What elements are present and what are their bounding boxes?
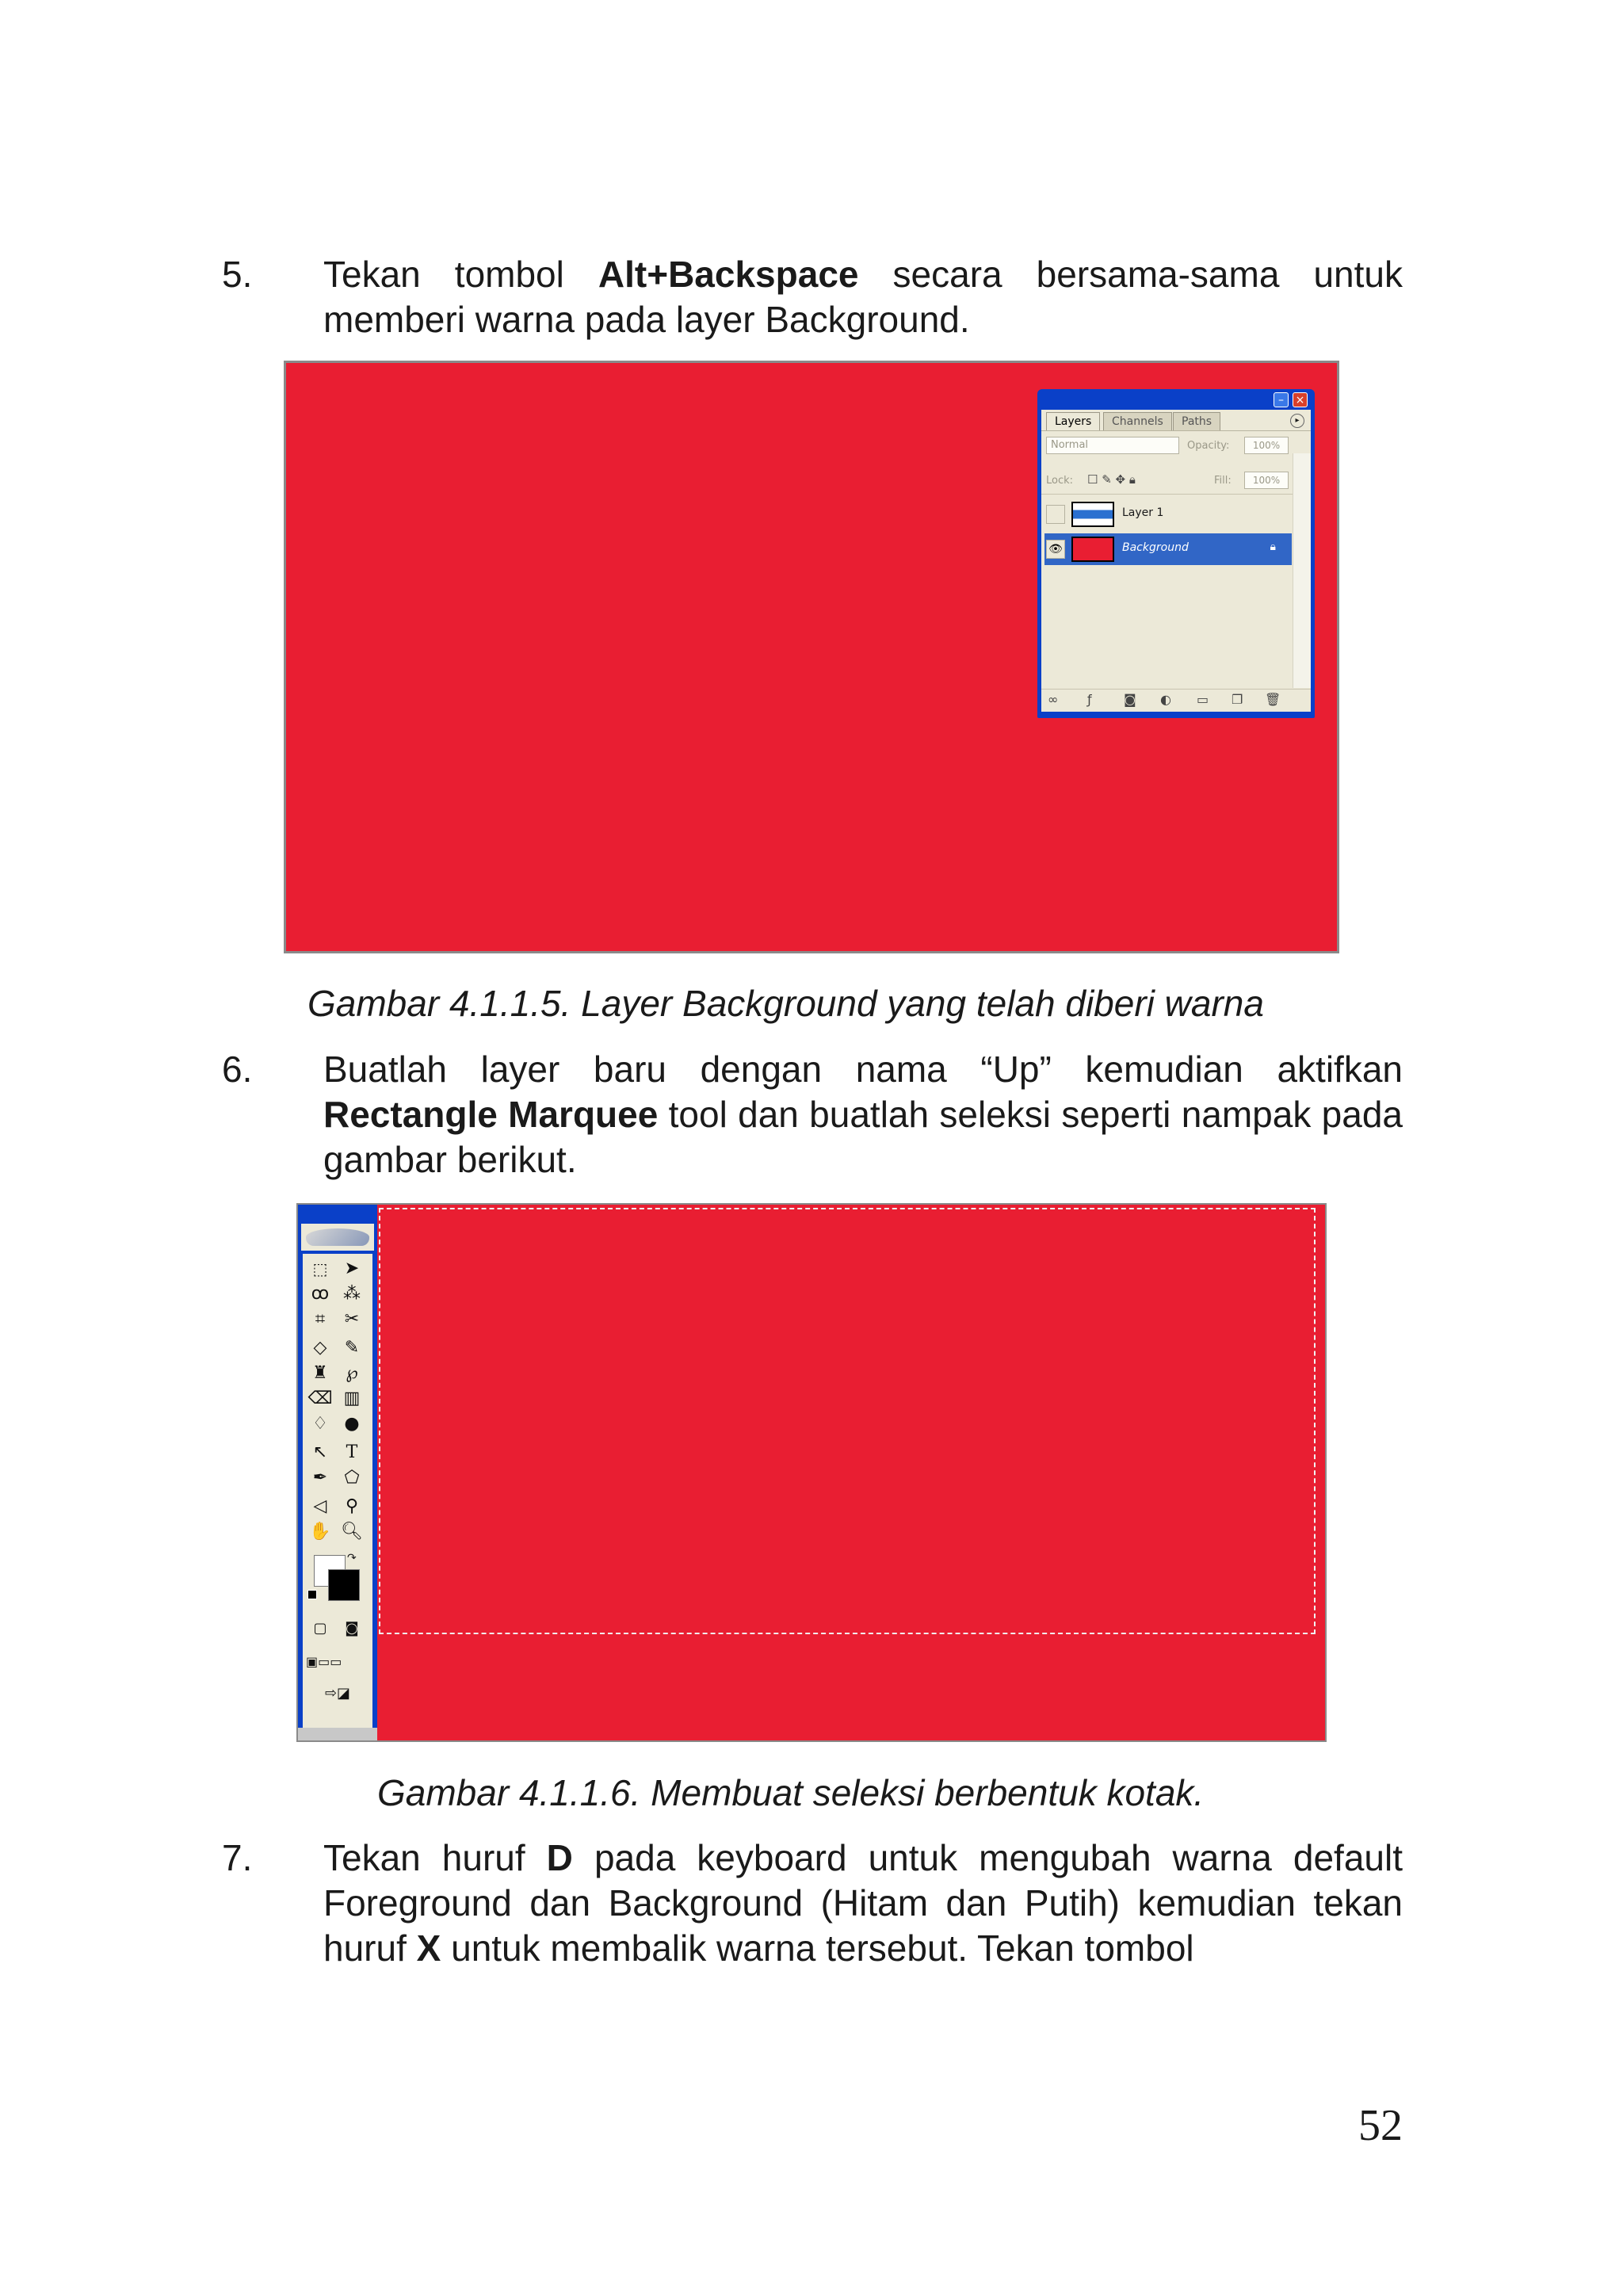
step-6 bbox=[222, 1047, 1403, 1182]
eraser-icon[interactable]: ⌫ bbox=[307, 1389, 333, 1408]
layer-row-background[interactable] bbox=[1044, 533, 1292, 565]
step-number: 5. bbox=[222, 254, 253, 295]
blur-icon[interactable]: ♢ bbox=[312, 1414, 328, 1434]
layer-style-icon[interactable]: ƒ bbox=[1087, 692, 1092, 707]
panel-titlebar bbox=[1041, 389, 1311, 410]
step-number: 6. bbox=[222, 1049, 253, 1090]
panel-scrollbar[interactable] bbox=[1293, 453, 1311, 688]
blend-row bbox=[1046, 434, 1306, 456]
step-text: Tekan tombol Alt+Backspace secara bersama-sama untuk memberi warna pada layer Background. bbox=[323, 254, 1403, 340]
folder-icon[interactable]: ▭ bbox=[1197, 692, 1209, 707]
key-x: X bbox=[416, 1927, 441, 1969]
step-5 bbox=[222, 252, 1403, 342]
page-number: 52 bbox=[1358, 2101, 1403, 2150]
eye-icon[interactable]: 👁︎ bbox=[1046, 540, 1065, 559]
panel-menu-icon[interactable]: ▸ bbox=[1290, 414, 1304, 428]
stamp-icon[interactable]: ♜ bbox=[312, 1363, 328, 1383]
crop-icon[interactable]: ⌗ bbox=[315, 1309, 326, 1329]
layer-name: Background bbox=[1122, 541, 1189, 554]
visibility-toggle[interactable] bbox=[1046, 505, 1065, 524]
lock-row bbox=[1046, 468, 1306, 491]
figure-background-colored bbox=[284, 361, 1339, 953]
mask-icon[interactable]: ◙ bbox=[1124, 692, 1136, 707]
marquee-icon[interactable]: ⬚ bbox=[312, 1259, 328, 1278]
toolbox-header bbox=[301, 1224, 374, 1251]
trash-icon[interactable]: 🗑︎ bbox=[1265, 692, 1281, 707]
default-colors-icon[interactable] bbox=[307, 1590, 317, 1599]
key-combo: Alt+Backspace bbox=[598, 254, 859, 295]
panel-tabs bbox=[1041, 410, 1311, 431]
lock-icons[interactable]: ☐ ✎ ✥ 🔒︎ bbox=[1087, 472, 1136, 487]
dodge-icon[interactable]: ● bbox=[344, 1414, 360, 1434]
quick-mask-icon[interactable]: ◙ bbox=[345, 1620, 359, 1637]
layer-thumbnail bbox=[1071, 502, 1114, 527]
toolbox-footer bbox=[298, 1728, 377, 1740]
layers-panel bbox=[1037, 389, 1315, 718]
step-text: Buatlah layer baru dengan nama “Up” kemudian aktifkan Rectangle Marquee tool dan buatlah seleksi seperti nampak pada gambar berikut. bbox=[323, 1049, 1403, 1180]
fill-label: Fill: bbox=[1214, 475, 1232, 487]
toolbox-tools bbox=[303, 1254, 372, 1739]
shape-icon[interactable]: ⬠ bbox=[344, 1468, 360, 1488]
lock-icon: 🔒︎ bbox=[1270, 541, 1276, 553]
eyedropper-icon[interactable]: ⚲ bbox=[345, 1496, 359, 1516]
adjustment-icon[interactable]: ◐ bbox=[1160, 692, 1171, 707]
opacity-label: Opacity: bbox=[1187, 440, 1230, 452]
lasso-icon[interactable]: ꝏ bbox=[311, 1284, 330, 1304]
lock-label: Lock: bbox=[1046, 475, 1074, 487]
rectangle-selection[interactable] bbox=[379, 1208, 1316, 1634]
magic-wand-icon[interactable]: ⁂ bbox=[343, 1284, 361, 1304]
gradient-icon[interactable]: ▥ bbox=[343, 1389, 361, 1408]
divider bbox=[1041, 494, 1311, 495]
tool-name: Rectangle Marquee bbox=[323, 1094, 659, 1135]
pen-icon[interactable]: ✒ bbox=[312, 1468, 328, 1488]
swap-colors-icon[interactable]: ↷ bbox=[347, 1552, 357, 1564]
step-7 bbox=[222, 1836, 1403, 1971]
step-number: 7. bbox=[222, 1837, 253, 1878]
tab-layers[interactable]: Layers bbox=[1046, 412, 1100, 430]
hand-icon[interactable]: ✋ bbox=[309, 1522, 331, 1541]
figure-caption: Gambar 4.1.1.5. Layer Background yang telah diberi warna bbox=[307, 983, 1264, 1024]
key-d: D bbox=[546, 1837, 573, 1878]
link-icon[interactable]: ∞ bbox=[1048, 692, 1059, 707]
screen-mode-icon[interactable]: ▣▭▭ bbox=[306, 1654, 342, 1669]
close-icon[interactable]: × bbox=[1293, 392, 1308, 407]
figure-caption: Gambar 4.1.1.6. Membuat seleksi berbentuk kotak. bbox=[377, 1772, 1205, 1813]
move-icon[interactable]: ➤ bbox=[344, 1259, 360, 1278]
tab-paths[interactable]: Paths bbox=[1173, 412, 1220, 430]
standard-mode-icon[interactable]: ▢ bbox=[313, 1620, 327, 1637]
background-color-swatch[interactable] bbox=[328, 1569, 360, 1601]
figure-rectangle-selection bbox=[296, 1203, 1327, 1742]
panel-body bbox=[1041, 410, 1311, 712]
tab-channels[interactable]: Channels bbox=[1103, 412, 1172, 430]
layer-thumbnail bbox=[1071, 537, 1114, 562]
minimize-icon[interactable]: – bbox=[1274, 392, 1289, 407]
type-icon[interactable]: T bbox=[346, 1442, 358, 1462]
opacity-field[interactable]: 100% bbox=[1244, 437, 1289, 454]
layer-row-layer-1[interactable] bbox=[1044, 499, 1292, 530]
blend-mode-select[interactable]: Normal bbox=[1046, 437, 1179, 454]
slice-icon[interactable]: ✂ bbox=[344, 1309, 360, 1329]
jump-to-imageready-icon[interactable]: ⇨◪ bbox=[324, 1685, 351, 1702]
fill-field[interactable]: 100% bbox=[1244, 472, 1289, 489]
layer-name: Layer 1 bbox=[1122, 506, 1164, 519]
panel-footer bbox=[1041, 689, 1311, 712]
new-layer-icon[interactable]: ❐ bbox=[1232, 692, 1243, 707]
brush-icon[interactable]: ✎ bbox=[344, 1338, 360, 1358]
feather-logo-icon bbox=[306, 1228, 369, 1246]
toolbox bbox=[298, 1205, 377, 1740]
history-brush-icon[interactable]: ℘ bbox=[346, 1363, 358, 1383]
path-select-icon[interactable]: ↖ bbox=[312, 1442, 328, 1462]
notes-icon[interactable]: ◁ bbox=[313, 1496, 327, 1516]
zoom-icon[interactable]: 🔍︎ bbox=[341, 1522, 363, 1541]
healing-icon[interactable]: ◇ bbox=[313, 1338, 327, 1358]
step-text: Tekan huruf D pada keyboard untuk mengubah warna default Foreground dan Background (Hitam dan Putih) kemudian tekan huruf X untuk membalik warna tersebut. Tekan tombol bbox=[323, 1837, 1403, 1969]
